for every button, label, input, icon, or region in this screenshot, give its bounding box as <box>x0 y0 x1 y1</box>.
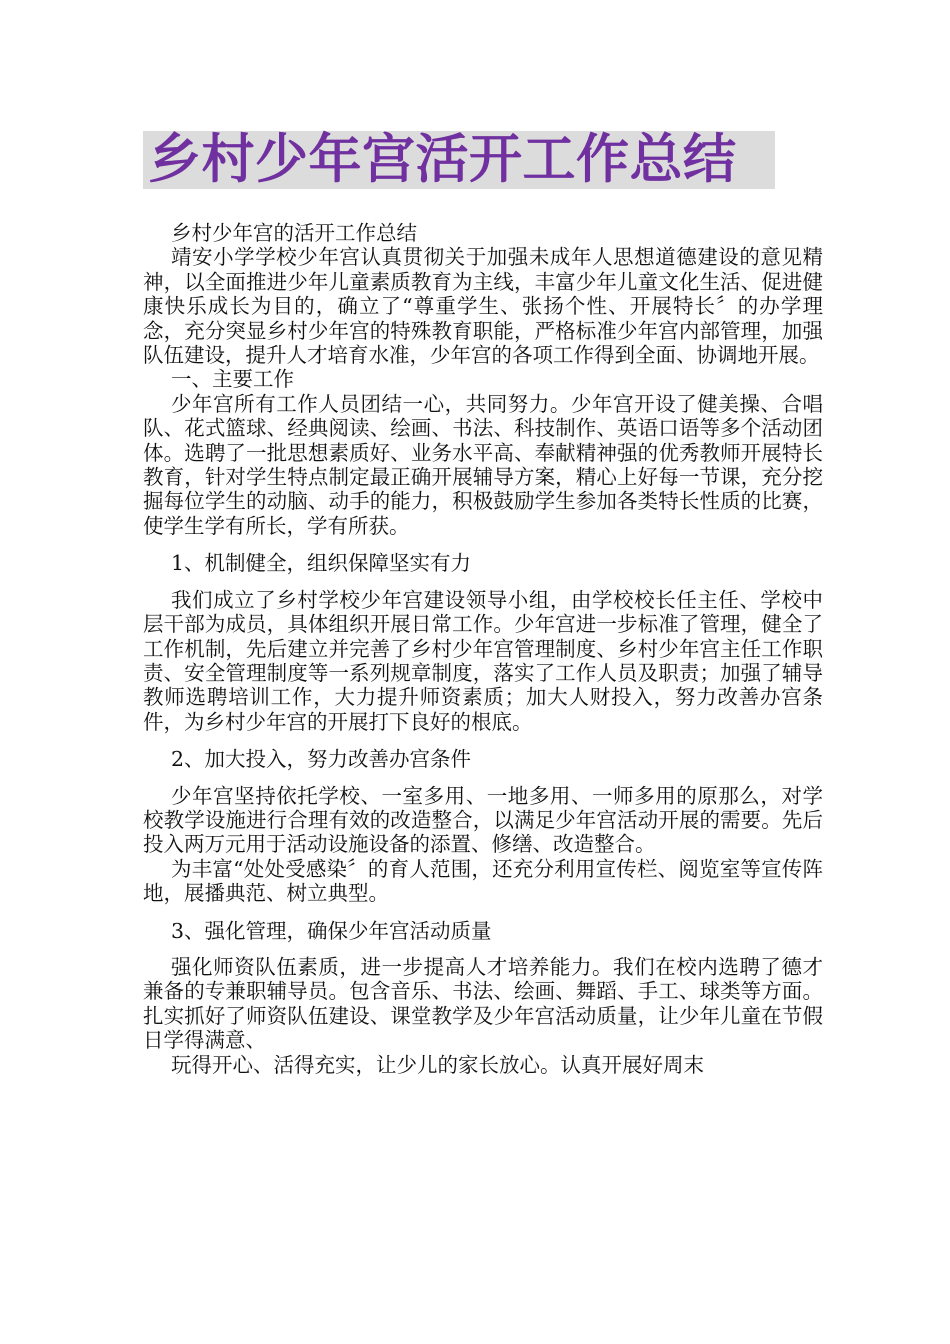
paragraph-management: 强化师资队伍素质，进一步提高人才培养能力。我们在校内选聘了德才兼备的专兼职辅导员。包含音乐、书法、绘画、舞蹈、手工、球类等方面。扎实抓好了师资队伍建设、课堂教学及少年宫活动质量，让少年儿童在节假日学得满意、 <box>143 954 823 1053</box>
section-heading-main-work: 一、主要工作 <box>171 367 294 392</box>
document-title: 乡村少年宫活开工作总结 <box>148 129 737 190</box>
subheading-mechanism: 1、机制健全，组织保障坚实有力 <box>171 551 472 576</box>
paragraph-mechanism: 我们成立了乡村学校少年宫建设领导小组，由学校校长任主任、学校中层干部为成员，具体组织开展日常工作。少年宫进一步标准了管理，健全了工作机制，先后建立并完善了乡村少年宫管理制度、乡村少年宫主任工作职责、安全管理制度等一系列规章制度，落实了工作人员及职责；加强了辅导教师选聘培训工作，大力提升师资素质；加大人财投入，努力改善办宫条件，为乡村少年宫的开展打下良好的根底。 <box>143 587 823 734</box>
paragraph-intro: 靖安小学学校少年宫认真贯彻关于加强未成年人思想道德建设的意见精神，以全面推进少年儿童素质教育为主线，丰富少年儿童文化生活、促进健康快乐成长为目的，确立了“尊重学生、张扬个性、开展特长〞的办学理念，充分突显乡村少年宫的特殊教育职能，严格标准少年宫内部管理，加强队伍建设，提升人才培育水准，少年宫的各项工作得到全面、协调地开展。 <box>143 245 823 368</box>
document-body <box>143 221 823 1077</box>
paragraph-subtitle: 乡村少年宫的活开工作总结 <box>171 221 417 245</box>
subheading-management: 3、强化管理，确保少年宫活动质量 <box>171 918 492 943</box>
paragraph-main-work: 少年宫所有工作人员团结一心，共同努力。少年宫开设了健美操、合唱队、花式篮球、经典阅读、绘画、书法、科技制作、英语口语等多个活动团体。选聘了一批思想素质好、业务水平高、奉献精神强的优秀教师开展特长教育，针对学生特点制定最正确开展辅导方案，精心上好每一节课，充分挖掘每位学生的动脑、动手的能力，积极鼓励学生参加各类特长性质的比赛，使学生学有所长，学有所获。 <box>143 391 823 538</box>
paragraph-weekend: 玩得开心、活得充实，让少儿的家长放心。认真开展好周末 <box>171 1052 704 1077</box>
paragraph-publicity: 为丰富“处处受感染〞的育人范围，还充分利用宣传栏、阅览室等宣传阵地，展播典范、树立典型。 <box>143 856 823 906</box>
subheading-investment: 2、加大投入，努力改善办宫条件 <box>171 747 472 772</box>
paragraph-investment: 少年宫坚持依托学校、一室多用、一地多用、一师多用的原那么，对学校教学设施进行合理有效的改造整合，以满足少年宫活动开展的需要。先后投入两万元用于活动设施设备的添置、修缮、改造整合。 <box>143 783 823 857</box>
